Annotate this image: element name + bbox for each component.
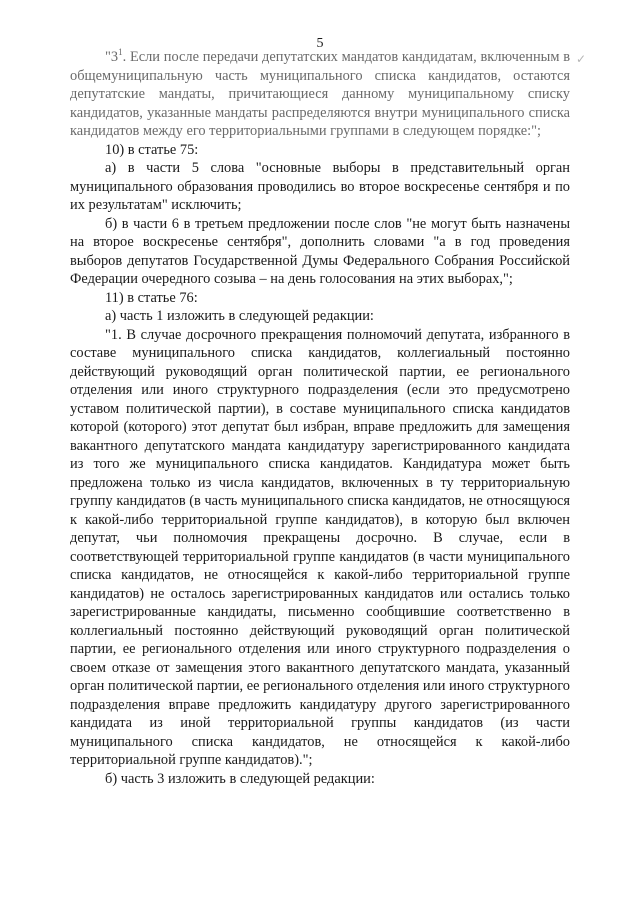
paragraph-item-11b: б) часть 3 изложить в следующей редакции: (105, 770, 375, 787)
paragraph-item-10a: а) в части 5 слова "основные выборы в представительный орган муниципального образования проводились во второе воскресенье сентября и по их результатам" исключить; (70, 160, 570, 213)
paragraph-item-10b: б) в части 6 в третьем предложении после слов "не могут быть назначены на второе воскресенье сентября", дополнить словами "а в год проведения выборов депутатов Государственной Думы Федерального Собрания Российской Федерации очередного созыва – на день голосования на этих выборах,"; (70, 215, 570, 287)
page-number: 5 (316, 36, 324, 51)
paragraph-text: . Если после передачи депутатских мандатов кандидатам, включенным в общемуниципальную часть муниципального списка кандидатов, остаются депутатские мандаты, причитающиеся данному муниципальному списку кандидатов, указанные мандаты распределяются внутри муниципального списка кандидатов между его территориальными группами в следующем порядке:"; (70, 49, 570, 139)
paragraph-part-1-text: "1. В случае досрочного прекращения полномочий депутата, избранного в составе муниципального списка кандидатов, коллегиальный постоянно действующий руководящий орган политической партии, ее регионального отделения или иного структурного подразделения (если это предусмотрено уставом политической партии), в составе муниципального списка кандидатов которой (которого) этот депутат был избран, вправе предложить для замещения вакантного депутатского мандата кандидатуру зарегистрированного кандидата из того же муниципального списка кандидатов. Кандидатура может быть предложена только из числа кандидатов, включенных в ту территориальную группу кандидатов (в часть муниципального списка кандидатов, не относящуюся к какой-либо территориальной группе кандидатов), в которую был включен депутат, чьи полномочия прекращены досрочно. В случае, если в соответствующей территориальной группе кандидатов (в части муниципального списка кандидатов, не относящейся к какой-либо территориальной группе кандидатов) не осталось зарегистрированных кандидатов или остались только зарегистрированные кандидаты, письменно сообщившие соответственно в коллегиальный постоянно действующий руководящий орган политической партии, ее регионального отделения или иного структурного подразделения о своем отказе от замещения этого вакантного депутатского мандата, указанный орган политической партии, ее регионального отделения или иного структурного подразделения вправе предложить кандидатуру другого зарегистрированного кандидата из иной территориальной группы кандидатов (из части муниципального списка кандидатов, не относящейся к какой-либо территориальной группе кандидатов)."; (70, 326, 570, 768)
margin-check-mark: ✓ (576, 52, 587, 66)
paragraph-item-11: 11) в статье 76: (105, 289, 198, 306)
paragraph-item-10: 10) в статье 75: (105, 141, 199, 158)
paragraph-item-11a: а) часть 1 изложить в следующей редакции: (105, 308, 374, 324)
paragraph-prefix: "3 (105, 49, 119, 65)
paragraph-superscript: 1 (118, 47, 123, 57)
document-body (70, 48, 570, 788)
paragraph-item-3-1 (70, 48, 570, 141)
